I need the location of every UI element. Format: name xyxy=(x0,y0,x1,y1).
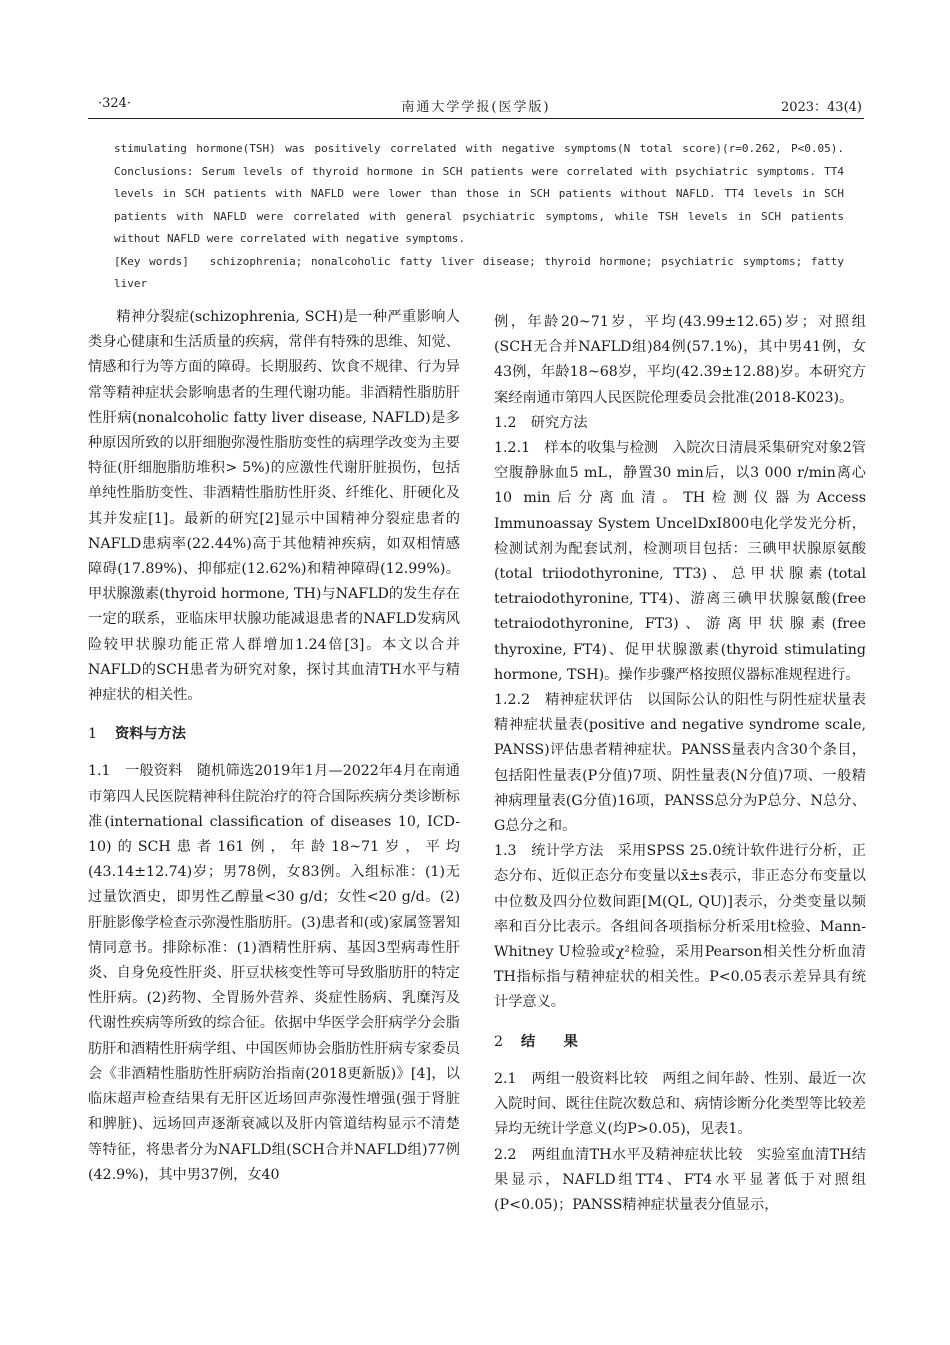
subsection-title: 2.2 两组血清TH水平及精神症状比较 xyxy=(494,1146,743,1163)
subsection-1-2-2 xyxy=(494,688,866,839)
keywords-label: [Key words] xyxy=(114,254,189,268)
subsection-2-2 xyxy=(494,1143,866,1219)
subsection-text: 随机筛选2019年1月—2022年4月在南通市第四人民医院精神科住院治疗的符合国际疾病分类诊断标准(international classification of diseases 10, ICD-10)的SCH患者161例，年龄18~71岁，平均(43.14±12.74)岁；男78例，女83例。入组标准：(1)无过量饮酒史，即男性乙醇量<30 g/d；女性<20 g/d。(2)肝脏影像学检查示弥漫性脂肪肝。(3)患者和(或)家属签署知情同意书。排除标准：(1)酒精性肝病、基因3型病毒性肝炎、自身免疫性肝炎、肝豆状核变性等可导致脂肪肝的特定性肝病。(2)药物、全胃肠外营养、炎症性肠病、乳糜泻及代谢性疾病等所致的综合征。依据中华医学会肝病学分会脂肪肝和酒精性肝病学组、中国医师协会脂肪性肝病专家委员会《非酒精性脂肪性肝病防治指南(2018更新版)》[4]，以临床超声检查结果有无肝区近场回声弥漫性增强(强于肾脏和脾脏)、远场回声逐渐衰减以及肝内管道结构显示不清楚等特征，将患者分为NAFLD组(SCH合并NAFLD组)77例(42.9%)，其中男37例，女40 xyxy=(88,763,460,1183)
subsection-text: 两组之间年龄、性别、最近一次入院时间、既往住院次数总和、病情诊断分化类型等比较差异均无统计学意义(均P>0.05)，见表1。 xyxy=(494,1070,866,1138)
section-heading-1 xyxy=(88,722,460,747)
subsection-title: 2.1 两组一般资料比较 xyxy=(494,1070,649,1087)
page-number: ·324· xyxy=(98,96,132,111)
subsection-title: 1.1 一般资料 xyxy=(88,763,183,780)
section-number: 1 xyxy=(88,726,98,743)
section-title: 资料与方法 xyxy=(115,726,186,743)
subsection-1-2-title: 1.2 研究方法 xyxy=(494,414,588,431)
keywords-text: schizophrenia; nonalcoholic fatty liver disease; thyroid hormone; psychiatric symptoms; fatty liver xyxy=(114,254,844,290)
subsection-1-1 xyxy=(88,759,460,1187)
subsection-title: 1.2.2 精神症状评估 xyxy=(494,692,633,709)
section-heading-2 xyxy=(494,1030,866,1055)
right-column xyxy=(494,310,866,1218)
subsection-2-1 xyxy=(494,1067,866,1143)
continued-paragraph: 例，年龄20~71岁，平均(43.99±12.65)岁；对照组(SCH无合并NAFLD组)84例(57.1%)，其中男41例，女43例，年龄18~68岁，平均(42.39±12.88)岁。本研究方案经南通市第四人民医院伦理委员会批准(2018-K023)。 xyxy=(494,314,866,406)
subsection-text: 入院次日清晨采集研究对象2管空腹静脉血5 mL，静置30 min后，以3 000 r/min离心10 min后分离血清。TH检测仪器为Access Immunoassay System UncelDxI800电化学发光分析，检测试剂为配套试剂，检测项目包括：三碘甲状腺原氨酸(total triiodothyronine, TT3)、总甲状腺素(total tetraiodothyronine, TT4)、游离三碘甲状腺氨酸(free tetraiodothyronine, FT3)、游离甲状腺素(free thyroxine, FT4)、促甲状腺激素(thyroid stimulating hormone, TSH)。操作步骤严格按照仪器标准规程进行。 xyxy=(494,440,866,683)
subsection-text: 实验室血清TH结果显示，NAFLD组TT4、FT4水平显著低于对照组(P<0.05)；PANSS精神症状量表分值显示， xyxy=(494,1146,866,1213)
english-abstract xyxy=(114,138,844,296)
subsection-1-3 xyxy=(494,839,866,1015)
subsection-text: 以国际公认的阳性与阴性症状量表精神症状量表(positive and negative syndrome scale, PANSS)评估患者精神症状。PANSS量表内含30个条目，包括阳性量表(P分值)7项、阴性量表(N分值)7项、一般精神病理量表(G分值)16项，PANSS总分为P总分、N总分、G总分之和。 xyxy=(494,692,866,835)
keywords-line xyxy=(114,251,844,296)
abstract-text: stimulating hormone(TSH) was positively correlated with negative symptoms(N total score)(r=0.262, P<0.05). Conclusions: Serum levels of thyroid hormone in SCH patients were correlated with psychiatric symptoms. TT4 levels in SCH patients with NAFLD were lower than those in SCH patients without NAFLD. TT4 levels in SCH patients with NAFLD were correlated with general psychiatric symptoms, while TSH levels in SCH patients without NAFLD were correlated with negative symptoms. xyxy=(114,142,844,245)
intro-paragraph: 精神分裂症(schizophrenia, SCH)是一种严重影响人类身心健康和生活质量的疾病，常伴有特殊的思维、知觉、情感和行为等方面的障碍。长期服药、饮食不规律、行为异常等精神症状会影响患者的生理代谢功能。非酒精性脂肪肝性肝病(nonalcoholic fatty liver disease, NAFLD)是多种原因所致的以肝细胞弥漫性脂肪变性的病理学改变为主要特征(肝细胞脂肪堆积> 5%)的应激性代谢肝脏损伤，包括单纯性脂肪变性、非酒精性脂肪性肝炎、纤维化、肝硬化及其并发症[1]。最新的研究[2]显示中国精神分裂症患者的NAFLD患病率(22.44%)高于其他精神疾病，如双相情感障碍(17.89%)、抑郁症(12.62%)和精神障碍(12.99%)。甲状腺激素(thyroid hormone, TH)与NAFLD的发生存在一定的联系，亚临床甲状腺功能减退患者的NAFLD发病风险较甲状腺功能正常人群增加1.24倍[3]。本文以合并NAFLD的SCH患者为研究对象，探讨其血清TH水平与精神症状的相关性。 xyxy=(88,309,460,704)
left-column xyxy=(88,305,460,1188)
subsection-title: 1.2.1 样本的收集与检测 xyxy=(494,440,659,457)
subsection-title: 1.3 统计学方法 xyxy=(494,843,604,860)
section-title: 结 果 xyxy=(521,1033,578,1050)
subsection-1-2-1 xyxy=(494,436,866,688)
section-number: 2 xyxy=(494,1033,504,1050)
subsection-text: 采用SPSS 25.0统计软件进行分析，正态分布、近似正态分布变量以x̄±s表示，非正态分布变量以中位数及四分位数间距[M(QL, QU)]表示，分类变量以频率和百分比表示。各组间各项指标分析采用t检验、Mann-Whitney U检验或χ²检验，采用Pearson相关性分析血清TH指标指与精神症状的相关性。P<0.05表示差异具有统计学意义。 xyxy=(494,843,866,1011)
issue-info: 2023：43(4) xyxy=(780,100,862,115)
journal-title: 南通大学学报(医学版) xyxy=(401,100,551,115)
running-header xyxy=(88,92,864,119)
